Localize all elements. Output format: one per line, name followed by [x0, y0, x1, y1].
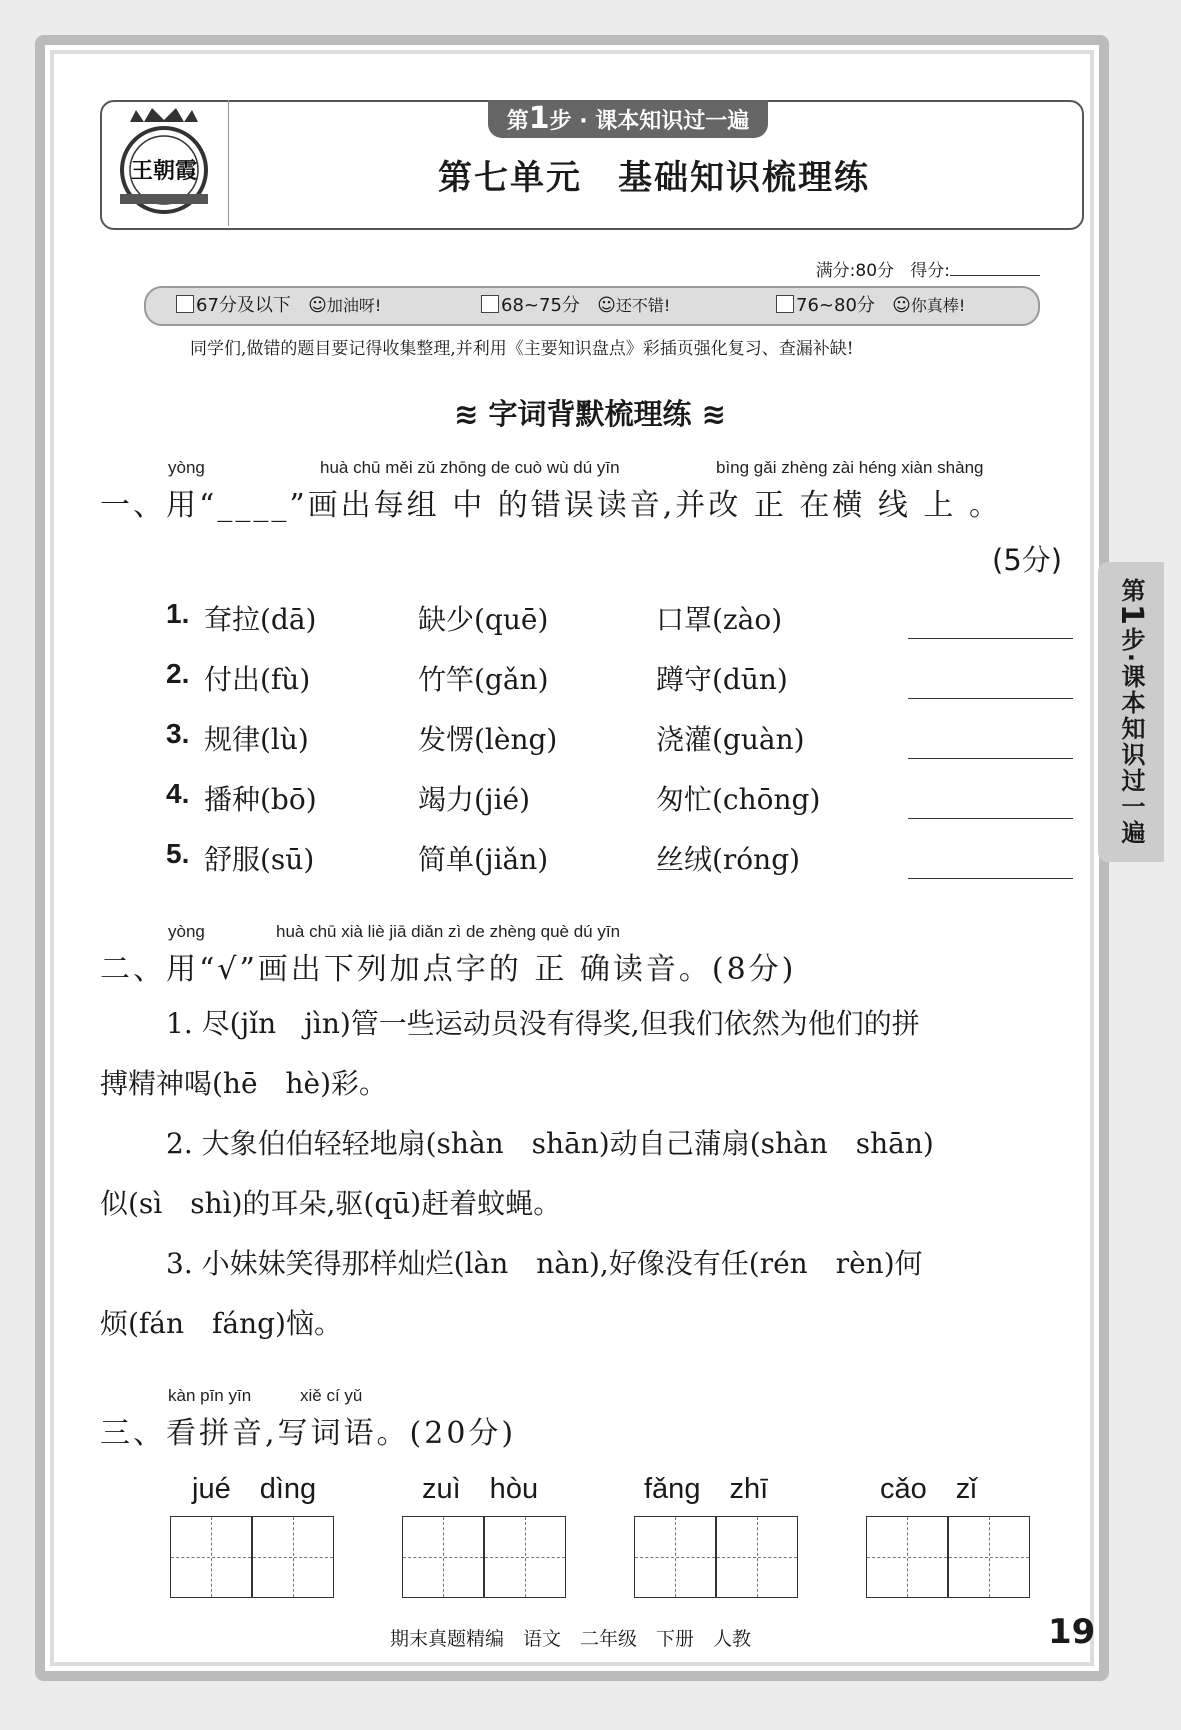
q2-pinyin: huà chū xià liè jiā diǎn zì de zhèng què dú yīn: [276, 922, 621, 941]
answer-line[interactable]: [908, 638, 1073, 639]
svg-text:王朝霞: 王朝霞: [130, 158, 198, 184]
level-bar: [144, 286, 1040, 326]
smile-icon: ☺: [308, 295, 327, 316]
q3-pinyin: xiě cí yǔ: [300, 1386, 363, 1405]
page-number: 19: [1048, 1612, 1096, 1652]
level-2: 68~75分 ☺还不错!: [481, 288, 670, 324]
smile-icon: ☺: [892, 295, 911, 316]
footer-text: 期末真题精编 语文 二年级 下册 人教: [390, 1628, 752, 1650]
q3-pinyin: kàn pīn yīn: [168, 1386, 252, 1405]
q2-line: 似(sì shì)的耳朵,驱(qū)赶着蚊蝇。: [100, 1187, 562, 1220]
word-pinyin: cǎo zǐ: [880, 1473, 977, 1505]
side-step-tab: 第1步·课本知识过一遍: [1098, 562, 1164, 862]
level-2-checkbox[interactable]: [481, 295, 499, 313]
writing-box[interactable]: [866, 1516, 948, 1598]
smile-icon: ☺: [597, 295, 616, 316]
full-score: 满分:80分: [815, 261, 895, 281]
score-line: [700, 256, 1040, 281]
answer-line[interactable]: [908, 758, 1073, 759]
word-pinyin: zuì hòu: [422, 1473, 539, 1505]
score-label: 得分:: [910, 261, 950, 281]
step-tab: 第1步 · 课本知识过一遍: [488, 100, 768, 138]
q2-line: 搏精神喝(hē hè)彩。: [100, 1067, 388, 1100]
seal-logo-icon: [100, 100, 228, 226]
writing-box[interactable]: [948, 1516, 1030, 1598]
writing-box[interactable]: [170, 1516, 252, 1598]
q2-line: 2. 大象伯伯轻轻地扇(shàn shān)动自己蒲扇(shàn shān): [166, 1127, 934, 1160]
writing-box[interactable]: [634, 1516, 716, 1598]
q2-pinyin: yòng: [168, 922, 205, 941]
word-pinyin: fǎng zhī: [644, 1473, 769, 1505]
tip-text: 同学们,做错的题目要记得收集整理,并利用《主要知识盘点》彩插页强化复习、查漏补缺!: [190, 339, 854, 359]
level-3: 76~80分 ☺你真棒!: [776, 288, 965, 324]
level-1-checkbox[interactable]: [176, 295, 194, 313]
writing-box[interactable]: [252, 1516, 334, 1598]
q1-points: (5分): [992, 543, 1063, 577]
q1-title: 一、用“____”画出每组 中 的错误读音,并改 正 在横 线 上 。: [100, 488, 1002, 523]
writing-box[interactable]: [484, 1516, 566, 1598]
level-3-checkbox[interactable]: [776, 295, 794, 313]
answer-line[interactable]: [908, 818, 1073, 819]
q2-line: 烦(fán fáng)恼。: [100, 1307, 342, 1340]
q2-title: 二、用“√”画出下列加点字的 正 确读音。(8分): [100, 952, 797, 987]
score-blank[interactable]: [950, 275, 1040, 276]
answer-line[interactable]: [908, 698, 1073, 699]
q1-pinyin: huà chū měi zǔ zhōng de cuò wù dú yīn: [320, 458, 620, 477]
writing-box[interactable]: [716, 1516, 798, 1598]
unit-title: 第七单元 基础知识梳理练: [438, 158, 870, 198]
level-1: 67分及以下 ☺加油呀!: [176, 288, 381, 324]
word-pinyin: jué dìng: [192, 1473, 317, 1505]
q2-line: 3. 小妹妹笑得那样灿烂(làn nàn),好像没有任(rén rèn)何: [166, 1247, 923, 1280]
q1-pinyin: yòng: [168, 458, 205, 477]
q2-line: 1. 尽(jǐn jìn)管一些运动员没有得奖,但我们依然为他们的拼: [166, 1007, 920, 1040]
q1-pinyin: bìng gǎi zhèng zài héng xiàn shàng: [716, 458, 984, 477]
q3-title: 三、看拼音,写词语。(20分): [100, 1416, 517, 1451]
section-heading: ≋ 字词背默梳理练 ≋: [454, 397, 726, 431]
answer-line[interactable]: [908, 878, 1073, 879]
writing-box[interactable]: [402, 1516, 484, 1598]
logo: [100, 100, 229, 226]
